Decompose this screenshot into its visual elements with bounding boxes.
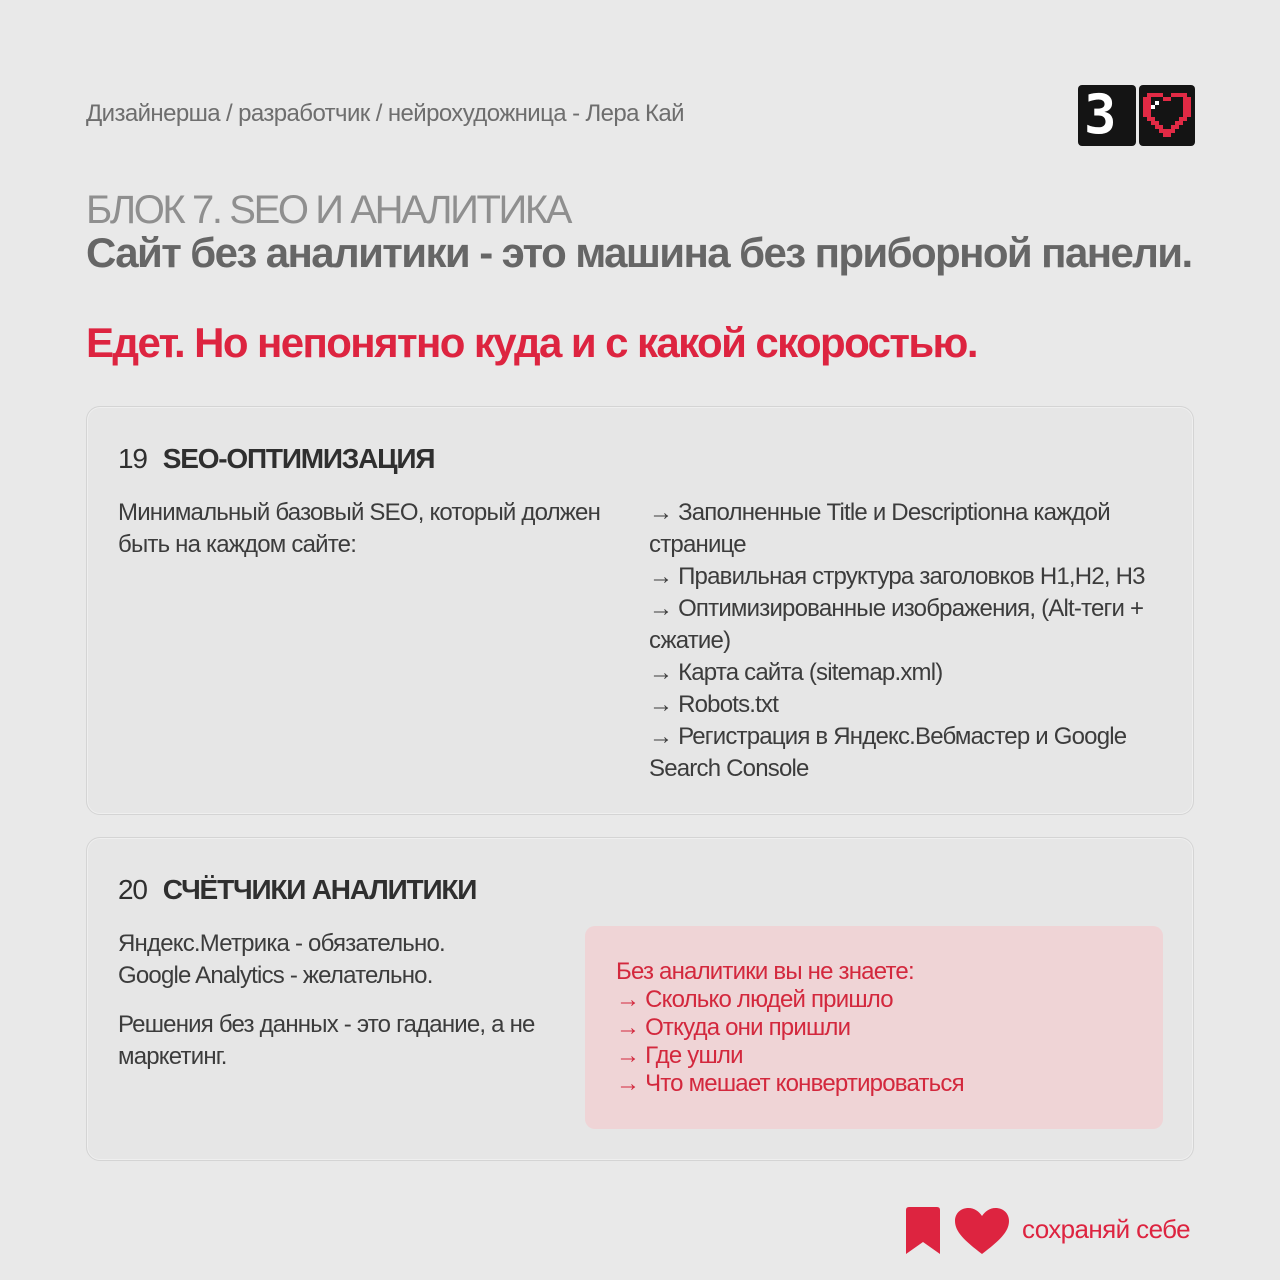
seo-checklist bbox=[649, 497, 1169, 785]
list-item: → Что мешает конвертироваться bbox=[616, 1070, 964, 1097]
logo bbox=[1078, 85, 1195, 146]
seo-card-number: 19 bbox=[118, 443, 147, 474]
list-item: → Правильная структура заголовков H1,H2, H3 bbox=[649, 563, 1145, 590]
block-label: БЛОК 7. SEO И АНАЛИТИКА bbox=[86, 188, 571, 232]
logo-number: 3 bbox=[1084, 83, 1117, 146]
bookmark-icon[interactable] bbox=[906, 1207, 940, 1259]
list-item: → Robots.txt bbox=[649, 691, 779, 718]
analytics-note: Решения без данных - это гадание, а не маркетинг. bbox=[118, 1011, 535, 1070]
list-item: → Заполненные Title и Descriptionна каждой странице bbox=[649, 499, 1110, 558]
analytics-line-2: Google Analytics - желательно. bbox=[118, 962, 433, 989]
headline: Сайт без аналитики - это машина без приборной панели. bbox=[86, 229, 1192, 276]
analytics-text bbox=[118, 928, 548, 1073]
callout-heading: Без аналитики вы не знаете: bbox=[616, 958, 914, 985]
analytics-tools bbox=[118, 928, 548, 992]
save-label: сохраняй себе bbox=[1022, 1214, 1190, 1244]
list-item: → Откуда они пришли bbox=[616, 1014, 851, 1041]
pixel-heart-icon bbox=[1139, 85, 1195, 146]
author-line: Дизайнерша / разработчик / нейрохудожница - Лера Кай bbox=[86, 100, 684, 127]
heart-icon[interactable] bbox=[955, 1208, 1009, 1259]
analytics-card-title bbox=[118, 874, 476, 906]
seo-description: Минимальный базовый SEO, который должен быть на каждом сайте: bbox=[118, 499, 601, 558]
logo-number-tile bbox=[1078, 85, 1136, 146]
analytics-line-1: Яндекс.Метрика - обязательно. bbox=[118, 930, 445, 957]
seo-card-title bbox=[118, 443, 434, 475]
analytics-callout bbox=[585, 926, 1163, 1129]
analytics-card-number: 20 bbox=[118, 874, 147, 905]
seo-card-heading: SEO-ОПТИМИЗАЦИЯ bbox=[162, 443, 435, 474]
list-item: → Карта сайта (sitemap.xml) bbox=[649, 659, 943, 686]
list-item: → Где ушли bbox=[616, 1042, 743, 1069]
analytics-card bbox=[86, 837, 1194, 1161]
list-item: → Регистрация в Яндекс.Вебмастер и Google Search Console bbox=[649, 723, 1127, 782]
headline-accent: Едет. Но непонятно куда и с какой скоростью. bbox=[86, 319, 977, 366]
analytics-card-heading: СЧЁТЧИКИ АНАЛИТИКИ bbox=[162, 874, 477, 905]
list-item: → Оптимизированные изображения, (Alt-теги + сжатие) bbox=[649, 595, 1144, 654]
list-item: → Сколько людей пришло bbox=[616, 986, 893, 1013]
seo-card bbox=[86, 406, 1194, 815]
